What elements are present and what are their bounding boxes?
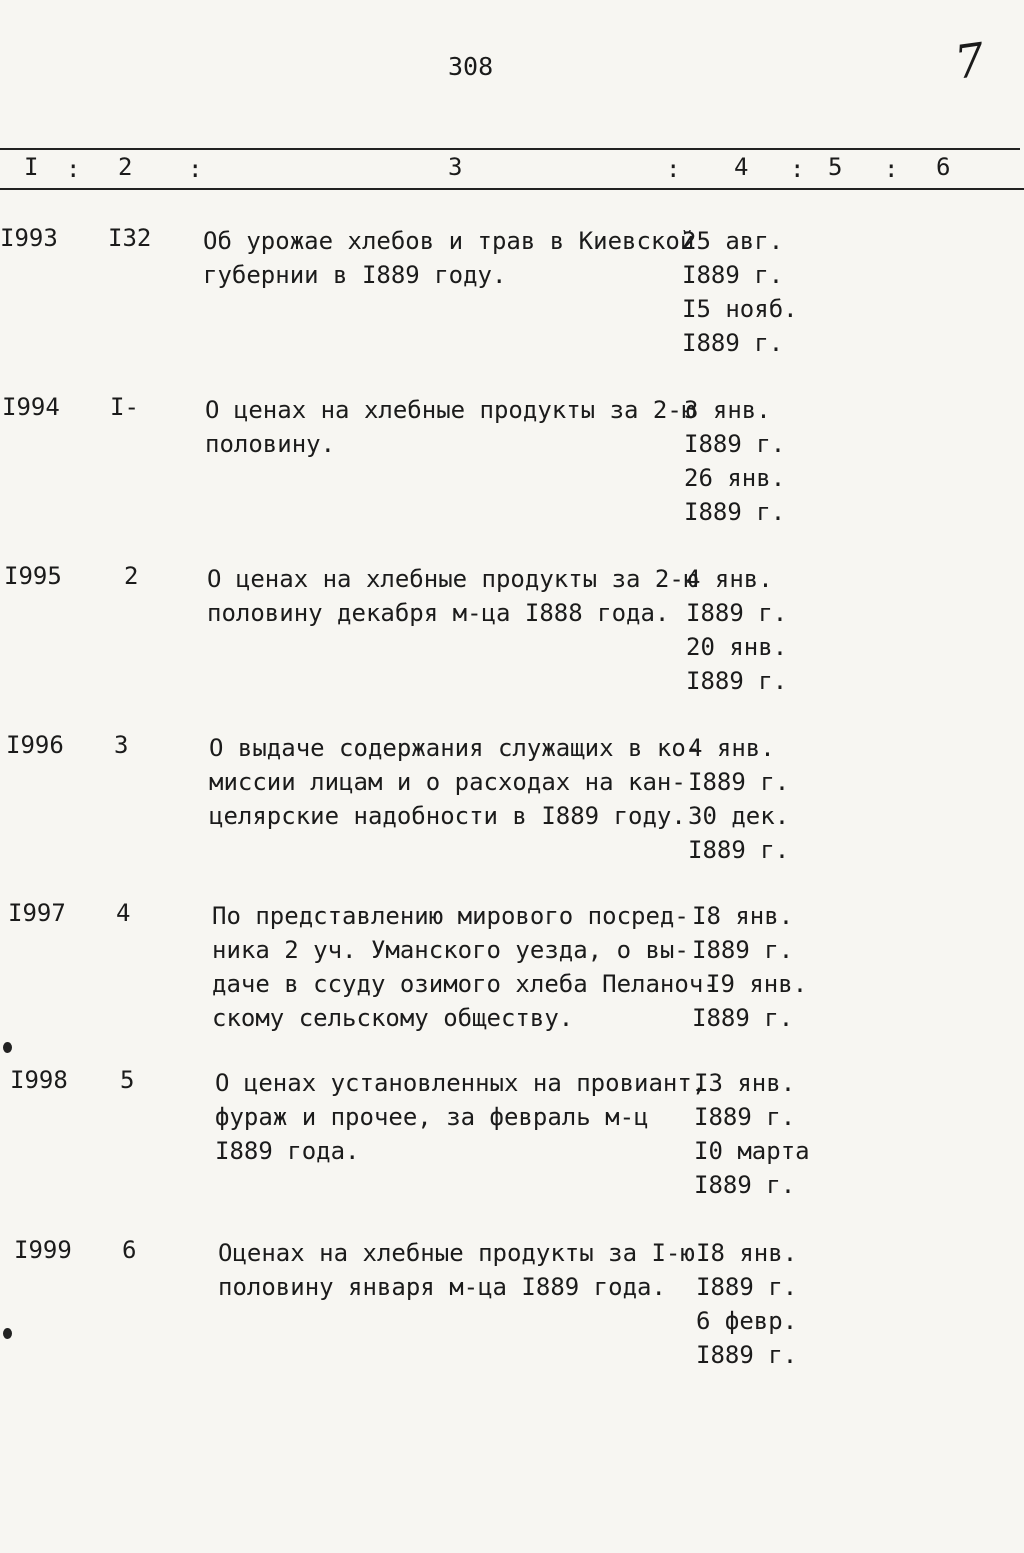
entry-dates: [686, 562, 787, 698]
entry-date-line: I889 г.: [694, 1171, 796, 1199]
entry-dates: [694, 1066, 810, 1202]
table-top-rule: [0, 148, 1020, 150]
entry-date-line: I5 нояб.: [682, 295, 798, 323]
entry-date-line: I889 г.: [692, 936, 794, 964]
entry-date-line: I889 г.: [696, 1273, 798, 1301]
entry-title: [209, 731, 701, 833]
sheet-number-handwritten: 7: [951, 32, 988, 90]
entry-fond-number: I996: [6, 731, 64, 759]
column-1-header: I: [24, 153, 39, 181]
entry-title-line: Об урожае хлебов и трав в Киевской: [203, 227, 695, 255]
entry-item-number: 2: [124, 562, 139, 590]
inventory-entry: [0, 731, 1024, 891]
entry-date-line: I889 г.: [684, 430, 786, 458]
column-6-header: 6: [936, 153, 951, 181]
entry-date-line: I889 г.: [682, 261, 784, 289]
entry-date-line: I889 г.: [692, 1004, 794, 1032]
entry-title-line: О ценах на хлебные продукты за 2-ю: [205, 396, 697, 424]
page-number: 308: [448, 52, 494, 81]
column-3-header: 3: [448, 153, 463, 181]
entry-date-line: 20 янв.: [686, 633, 788, 661]
entry-title-line: даче в ссуду озимого хлеба Пеланоч-: [212, 970, 718, 998]
entry-item-number: 5: [120, 1066, 135, 1094]
entry-fond-number: I993: [0, 224, 58, 252]
entry-date-line: 4 янв.: [688, 734, 775, 762]
inventory-entry: [0, 393, 1024, 553]
inventory-entry: [0, 1066, 1024, 1226]
entry-dates: [684, 393, 785, 529]
entry-title: [212, 899, 718, 1035]
inventory-entry: [0, 899, 1024, 1059]
entry-item-number: 3: [114, 731, 129, 759]
entry-title-line: скому сельскому обществу.: [212, 1004, 574, 1032]
entry-fond-number: I998: [10, 1066, 68, 1094]
column-separator: :: [66, 155, 81, 183]
entry-date-line: 3 янв.: [684, 396, 771, 424]
column-5-header: 5: [828, 153, 843, 181]
entry-date-line: I8 янв.: [696, 1239, 798, 1267]
column-separator: :: [884, 155, 899, 183]
inventory-entry: [0, 1236, 1024, 1396]
entry-title: [207, 562, 699, 630]
entry-title-line: целярские надобности в I889 году.: [209, 802, 686, 830]
entry-date-line: 25 авг.: [682, 227, 784, 255]
column-separator: :: [666, 155, 681, 183]
entry-date-line: I889 г.: [688, 836, 790, 864]
entry-date-line: 4 янв.: [686, 565, 773, 593]
entry-fond-number: I999: [14, 1236, 72, 1264]
entry-date-line: I3 янв.: [694, 1069, 796, 1097]
column-separator: :: [188, 155, 203, 183]
entry-date-line: I889 г.: [684, 498, 786, 526]
entry-title-line: половину.: [205, 430, 336, 458]
entry-title-line: миссии лицам и о расходах на кан-: [209, 768, 686, 796]
entry-fond-number: I995: [4, 562, 62, 590]
entry-item-number: 4: [116, 899, 131, 927]
entry-dates: [692, 899, 807, 1035]
entry-title-line: О выдаче содержания служащих в ко-: [209, 734, 701, 762]
entry-title-line: По представлению мирового посред-: [212, 902, 689, 930]
entry-date-line: 30 дек.: [688, 802, 790, 830]
entry-date-line: I889 г.: [686, 599, 788, 627]
entry-item-number: I-: [110, 393, 139, 421]
entry-date-line: I8 янв.: [692, 902, 794, 930]
column-separator: :: [790, 155, 805, 183]
entry-date-line: 6 февр.: [696, 1307, 798, 1335]
ink-speck: [3, 1328, 12, 1339]
entry-date-line: I889 г.: [688, 768, 790, 796]
entry-date-line: I0 марта: [694, 1137, 810, 1165]
entry-title-line: Оценах на хлебные продукты за I-ю: [218, 1239, 695, 1267]
entry-date-line: I889 г.: [686, 667, 788, 695]
entry-dates: [688, 731, 789, 867]
entry-title-line: губернии в I889 году.: [203, 261, 507, 289]
entry-title: [205, 393, 697, 461]
table-header-rule: [0, 188, 1024, 190]
entry-dates: [696, 1236, 797, 1372]
entry-title: [215, 1066, 707, 1168]
entry-date-line: I889 г.: [694, 1103, 796, 1131]
entry-date-line: I889 г.: [682, 329, 784, 357]
entry-title-line: О ценах на хлебные продукты за 2-ю: [207, 565, 699, 593]
entry-title: [203, 224, 695, 292]
entry-title-line: I889 года.: [215, 1137, 360, 1165]
entry-title-line: фураж и прочее, за февраль м-ц: [215, 1103, 649, 1131]
entry-title-line: О ценах установленных на провиант,: [215, 1069, 707, 1097]
entry-title: [218, 1236, 698, 1304]
entry-title-line: ника 2 уч. Уманского уезда, о вы-: [212, 936, 689, 964]
entry-date-line: 26 янв.: [684, 464, 786, 492]
entry-fond-number: I994: [2, 393, 60, 421]
entry-title-line: половину января м-ца I889 года.: [218, 1273, 666, 1301]
entry-dates: [682, 224, 798, 360]
entry-item-number: I32: [108, 224, 152, 252]
inventory-entry: [0, 562, 1024, 722]
inventory-entry: [0, 224, 1024, 384]
ink-speck: [3, 1042, 12, 1053]
entry-date-line: I9 янв.: [706, 970, 808, 998]
entry-title-line: половину декабря м-ца I888 года.: [207, 599, 670, 627]
entry-fond-number: I997: [8, 899, 66, 927]
entry-item-number: 6: [122, 1236, 137, 1264]
column-4-header: 4: [734, 153, 749, 181]
entry-date-line: I889 г.: [696, 1341, 798, 1369]
column-2-header: 2: [118, 153, 133, 181]
